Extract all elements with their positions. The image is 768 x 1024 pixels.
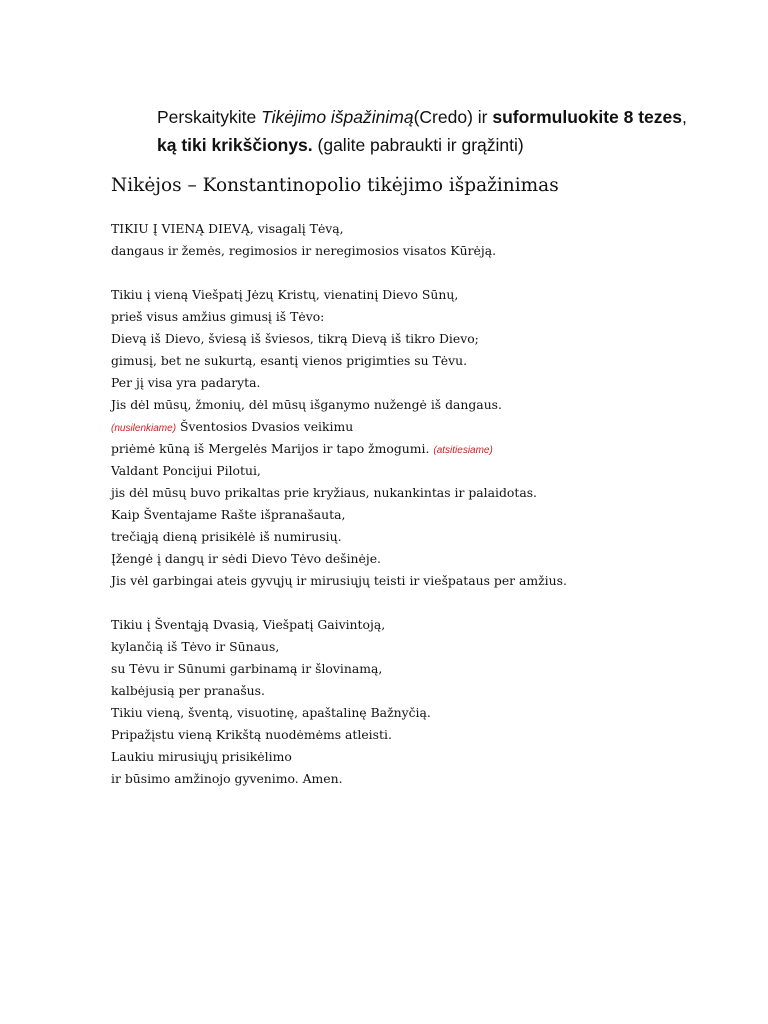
creed-line: dangaus ir žemės, regimosios ir neregimosios visatos Kūrėją. — [111, 243, 497, 258]
creed-text — [111, 218, 751, 790]
instruction-credo: (Credo) ir — [413, 107, 493, 127]
creed-line: Laukiu mirusiųjų prisikėlimo — [111, 749, 292, 764]
instruction-creed-title: Tikėjimo išpažinimą — [261, 107, 414, 127]
creed-line: Įžengė į dangų ir sėdi Dievo Tėvo dešinėje. — [111, 551, 381, 566]
creed-line: Jis vėl garbingai ateis gyvųjų ir mirusiųjų teisti ir viešpataus per amžius. — [111, 573, 567, 588]
instruction-text — [157, 103, 747, 159]
creed-line-text: priėmė kūną iš Mergelės Marijos ir tapo žmogumi. — [111, 441, 434, 456]
creed-line: Tikiu į Šventąją Dvasią, Viešpatį Gaivintoją, — [111, 617, 386, 632]
instruction-read: Perskaitykite — [157, 107, 262, 127]
creed-line: Valdant Poncijui Pilotui, — [111, 463, 261, 478]
instruction-task: suformuluokite 8 tezes — [492, 107, 682, 127]
instruction-subject: ką tiki krikščionys. — [157, 135, 313, 155]
stanza-spirit — [111, 614, 751, 790]
creed-line: kylančią iš Tėvo ir Sūnaus, — [111, 639, 280, 654]
creed-line: Jis dėl mūsų, žmonių, dėl mūsų išganymo nužengė iš dangaus. — [111, 397, 502, 412]
creed-line: Kaip Šventajame Rašte išpranašauta, — [111, 507, 346, 522]
creed-line: ir būsimo amžinojo gyvenimo. Amen. — [111, 771, 343, 786]
creed-line: Tikiu vieną, šventą, visuotinę, apaštalinę Bažnyčią. — [111, 705, 431, 720]
creed-line: jis dėl mūsų buvo prikaltas prie kryžiaus, nukankintas ir palaidotas. — [111, 485, 538, 500]
creed-line: Pripažįstu vieną Krikštą nuodėmėms atleisti. — [111, 727, 392, 742]
creed-line — [111, 438, 751, 460]
creed-line: Dievą iš Dievo, šviesą iš šviesos, tikrą Dievą iš tikro Dievo; — [111, 331, 479, 346]
creed-line: trečiąją dieną prisikėlė iš numirusių. — [111, 529, 342, 544]
stanza-father — [111, 218, 751, 262]
rubric-bow: (nusilenkiame) — [111, 423, 177, 434]
creed-title: Nikėjos – Konstantinopolio tikėjimo išpažinimas — [111, 175, 559, 196]
creed-line: Per jį visa yra padaryta. — [111, 375, 261, 390]
stanza-son — [111, 284, 751, 592]
creed-line: prieš visus amžius gimusį iš Tėvo: — [111, 309, 325, 324]
creed-line: Tikiu į vieną Viešpatį Jėzų Kristų, vienatinį Dievo Sūnų, — [111, 287, 459, 302]
creed-line: gimusį, bet ne sukurtą, esantį vienos prigimties su Tėvu. — [111, 353, 468, 368]
creed-line: kalbėjusią per pranašus. — [111, 683, 265, 698]
creed-line: TIKIU Į VIENĄ DIEVĄ, visagalį Tėvą, — [111, 221, 344, 236]
instruction-comma: , — [682, 107, 687, 127]
instruction-line-1 — [157, 103, 747, 131]
instruction-line-2 — [157, 131, 747, 159]
creed-line: su Tėvu ir Sūnumi garbinamą ir šlovinamą, — [111, 661, 383, 676]
instruction-note: (galite pabraukti ir grąžinti) — [312, 135, 524, 155]
creed-line — [111, 416, 751, 438]
rubric-rise: (atsitiesiame) — [433, 445, 493, 456]
creed-line-text: Šventosios Dvasios veikimu — [176, 419, 354, 434]
